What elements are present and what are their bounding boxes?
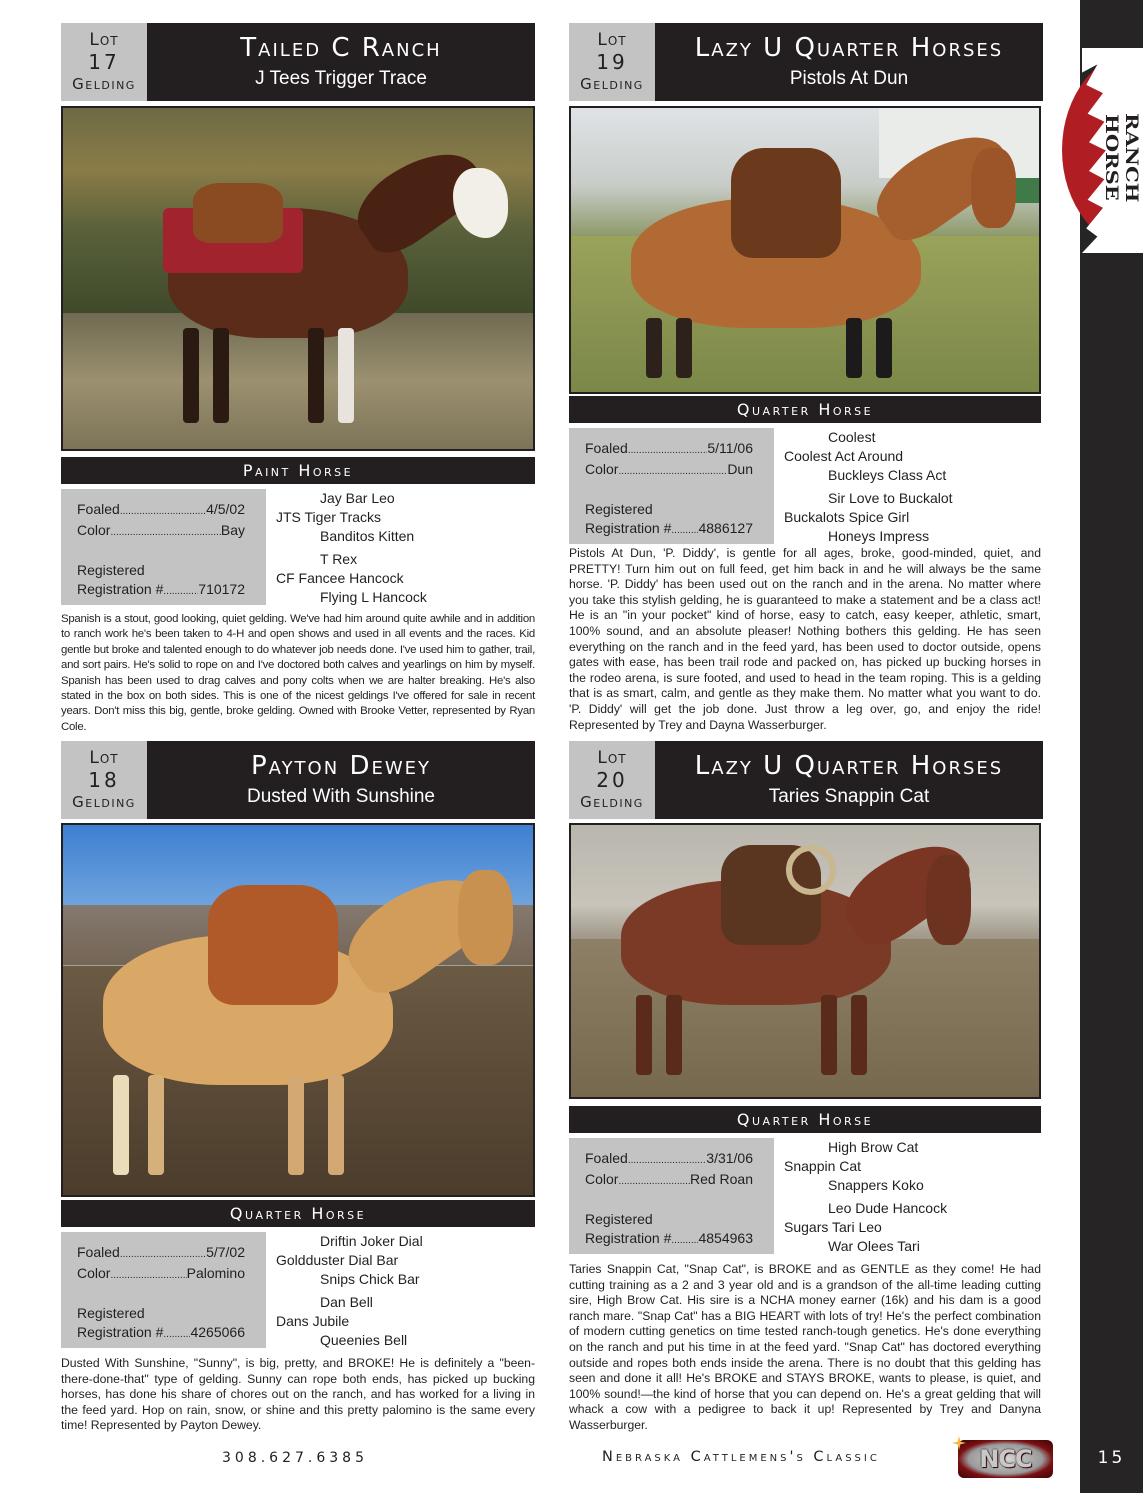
registration-row: Registration # ..... 4265066 <box>77 1323 245 1344</box>
color-row: Color ..... Dun <box>585 460 753 481</box>
lot-header <box>569 741 1043 819</box>
lot-17-card <box>61 23 535 101</box>
pedigree-sire-dam: Banditos Kitten <box>320 527 415 544</box>
registration-box <box>569 1138 774 1254</box>
spark-icon <box>952 1436 966 1450</box>
pedigree-sire: Snappin Cat <box>784 1157 862 1174</box>
pedigree-sire-sire: Coolest <box>828 429 876 445</box>
lot-17-description: Spanish is a stout, good looking, quiet gelding. We've had him around quite awhile and in addition to ranch work he's been taken to 4-H and open shows and used in all events and the races. Kid gentle but broke and talented enough to do whatever job needs done. I've used him to gather, trail, and sort pairs. He's solid to rope on and I've doctored both calves and yearlings on him by myself. Spanish has been used to drag calves and pony colts when we are halter breaking. He's also stated in the box on both sides. This is one of the nicest geldings I've offered for sale in recent years. Don't miss this big, gentle, broke gelding. Owned with Brooke Vetter, represented by Ryan Cole. <box>61 613 535 733</box>
registration-row: Registration # ..... 4854963 <box>585 1229 753 1250</box>
registration-value: 710172 <box>198 581 245 597</box>
foaled-row: Foaled ..... 5/11/06 <box>585 439 753 460</box>
pedigree-dam-dam: Honeys Impress <box>828 527 930 544</box>
registered-label: Registered <box>77 562 145 578</box>
registration-row: Registration # ..... 4886127 <box>585 519 753 540</box>
foaled-value: 5/11/06 <box>707 440 753 456</box>
lot-label: Lot <box>89 30 119 50</box>
pedigree-sire-sire: Driftin Joker Dial <box>320 1233 423 1249</box>
lot-label: Lot <box>597 748 627 768</box>
pedigree-sire-sire: Jay Bar Leo <box>320 490 395 506</box>
horse-name: Pistols At Dun <box>789 68 909 89</box>
lot-number: 20 <box>596 768 628 792</box>
color-value: Dun <box>727 461 753 477</box>
lot-title-box <box>147 23 535 101</box>
lot-sex: Gelding <box>580 75 644 93</box>
lot-18-photo <box>61 823 535 1197</box>
registered-label: Registered <box>585 501 653 517</box>
color-value: Red Roan <box>689 1171 753 1187</box>
pedigree-sire: Goldduster Dial Bar <box>276 1251 399 1268</box>
lot-number: 17 <box>88 50 120 74</box>
lot-18-description: Dusted With Sunshine, "Sunny", is big, pretty, and BROKE! He is definitely a "been-there-done-that" type of gelding. Sunny can rope both ends, has picked up bucking horses, has done his share of chores out on the ranch, and has worked for a living in the feed yard. Hop on rain, snow, or shine and this pretty palomino is the same every time! Represented by Payton Dewey. <box>61 1356 535 1433</box>
pedigree-sire: Coolest Act Around <box>784 447 904 464</box>
foaled-value: 3/31/06 <box>706 1150 753 1166</box>
pedigree-dam-sire: Leo Dude Hancock <box>828 1200 948 1217</box>
lot-label: Lot <box>89 748 119 768</box>
lot-number: 18 <box>88 768 120 792</box>
lot-header <box>61 23 535 101</box>
horse-name: Dusted With Sunshine <box>247 786 435 807</box>
pedigree-dam-sire: T Rex <box>320 551 358 568</box>
lot-number-box <box>569 23 655 101</box>
pedigree <box>276 1232 423 1350</box>
pedigree-sire-dam: Snips Chick Bar <box>320 1270 420 1287</box>
lot-header <box>61 741 535 819</box>
pedigree-dam-sire: Sir Love to Buckalot <box>828 490 953 507</box>
horse-name: J Tees Trigger Trace <box>255 68 427 89</box>
lot-header <box>569 23 1043 101</box>
registration-box <box>61 489 266 605</box>
lot-17-photo <box>61 106 535 451</box>
lot-number-box <box>569 741 655 819</box>
breed-bar: Quarter Horse <box>569 1106 1041 1133</box>
footer-phone: 308.627.6385 <box>222 1450 368 1466</box>
lot-19-photo <box>569 106 1041 394</box>
color-row: Color ..... Bay <box>77 521 245 542</box>
lot-18-card <box>61 741 535 819</box>
lot-17-info <box>61 489 535 607</box>
pedigree-dam-dam: Queenies Bell <box>320 1331 408 1348</box>
pedigree-dam: Sugars Tari Leo <box>784 1219 882 1236</box>
consignor-name: Tailed C Ranch <box>240 33 442 63</box>
section-label: RANCH HORSE <box>1102 112 1142 203</box>
registered-label: Registered <box>77 1305 145 1321</box>
pedigree-sire-dam: Buckleys Class Act <box>828 466 947 483</box>
foaled-row: Foaled ..... 5/7/02 <box>77 1243 245 1264</box>
registration-box <box>61 1232 266 1348</box>
color-value: Palomino <box>186 1265 245 1281</box>
registration-value: 4886127 <box>698 520 753 536</box>
footer-event-name: Nebraska Cattlemens's Classic <box>602 1449 880 1465</box>
logo-text: NCC <box>979 1445 1032 1473</box>
lot-20-photo <box>569 823 1041 1099</box>
pedigree-dam-dam: Flying L Hancock <box>320 588 427 605</box>
horse-name: Taries Snappin Cat <box>768 786 930 807</box>
foaled-row: Foaled ..... 3/31/06 <box>585 1149 753 1170</box>
registration-value: 4854963 <box>698 1230 753 1246</box>
lot-title-box <box>655 23 1043 101</box>
breed-bar: Paint Horse <box>61 457 535 484</box>
color-row: Color ..... Palomino <box>77 1264 245 1285</box>
pedigree <box>784 1138 947 1256</box>
pedigree-sire: JTS Tiger Tracks <box>276 508 382 525</box>
pedigree-sire-dam: Snappers Koko <box>828 1176 924 1193</box>
lot-19-info <box>569 428 1041 546</box>
pedigree-dam-sire: Dan Bell <box>320 1294 373 1311</box>
ranch-horse-badge <box>1042 40 1143 260</box>
lot-19-card <box>569 23 1043 101</box>
lot-sex: Gelding <box>72 75 136 93</box>
foaled-value: 5/7/02 <box>206 1244 245 1260</box>
page-number: 15 <box>1097 1448 1126 1468</box>
consignor-name: Lazy U Quarter Horses <box>694 33 1004 63</box>
color-value: Bay <box>220 522 245 538</box>
breed-bar: Quarter Horse <box>61 1200 535 1227</box>
registration-row: Registration # ..... 710172 <box>77 580 245 601</box>
foaled-row: Foaled ..... 4/5/02 <box>77 500 245 521</box>
registration-box <box>569 428 774 544</box>
lot-20-card <box>569 741 1043 819</box>
lot-19-description: Pistols At Dun, 'P. Diddy', is gentle for all ages, broke, good-minded, quiet, and PRETTY! Turn him out on full feed, get him back in and he will always be the same horse. 'P. Diddy' has been used out on the ranch and in the arena. No matter where you take this stylish gelding, he is guaranteed to make a statement and be a class act! He is an "in your pocket" kind of horse, easy to catch, easy keeper, athletic, smart, 100% sound, and an absolute pleaser! Nothing bothers this gelding. He has seen everything on the ranch and in the feed yard, has been used to doctor outside, opens gates with ease, has been trail rode and packed on, has picked up bucking horses in the rodeo arena, is sure footed, and used to head in the team roping. This is a gelding that is as smart, calm, and gentle as they make them. No matter what you want to do. 'P. Diddy' will get the job done. Just throw a leg over, go, and enjoy the ride! Represented by Trey and Dayna Wasserburger. <box>569 546 1041 732</box>
lot-20-info <box>569 1138 1041 1256</box>
lot-sex: Gelding <box>580 793 644 811</box>
registration-value: 4265066 <box>190 1324 245 1340</box>
pedigree <box>276 489 427 607</box>
foaled-value: 4/5/02 <box>206 501 245 517</box>
lot-sex: Gelding <box>72 793 136 811</box>
lot-number-box <box>61 741 147 819</box>
pedigree-dam-dam: War Olees Tari <box>828 1237 920 1254</box>
lot-title-box <box>655 741 1043 819</box>
lot-20-description: Taries Snappin Cat, "Snap Cat", is BROKE and as GENTLE as they come! He had cutting training as a 2 and 3 year old and is a grandson of the all-time leading cutting sire, High Brow Cat. His sire is a NCHA money earner (16k) and his dam is a good ranch mare. "Snap Cat" has a BIG HEART with lots of try! He's the perfect combination of modern cutting genetics on time tested ranch-tough genetics. He's done everything on the ranch and put his time in at the feed yard. "Snap Cat" has doctored everything outside and ropes both ends inside the arena. There is no doubt that this gelding has seen and done it all! He's BROKE and STAYS BROKE, wants to please, is quiet, and 100% sound!—the kind of horse that you can depend on. He's a great gelding that will whack a cow with a pedigree to back it up! Represented by Trey and Danyna Wasserburger. <box>569 1262 1041 1432</box>
color-row: Color ..... Red Roan <box>585 1170 753 1191</box>
pedigree-dam: Buckalots Spice Girl <box>784 509 910 526</box>
pedigree-sire-sire: High Brow Cat <box>828 1139 919 1155</box>
pedigree-dam: CF Fancee Hancock <box>276 570 404 587</box>
pedigree-dam: Dans Jubile <box>276 1313 350 1330</box>
pedigree <box>784 428 953 546</box>
breed-bar: Quarter Horse <box>569 396 1041 423</box>
lot-18-info <box>61 1232 535 1350</box>
lot-number-box <box>61 23 147 101</box>
lot-label: Lot <box>597 30 627 50</box>
consignor-name: Payton Dewey <box>250 751 432 781</box>
registered-label: Registered <box>585 1211 653 1227</box>
ncc-logo <box>958 1440 1053 1478</box>
consignor-name: Lazy U Quarter Horses <box>694 751 1004 781</box>
lot-title-box <box>147 741 535 819</box>
lot-number: 19 <box>596 50 628 74</box>
